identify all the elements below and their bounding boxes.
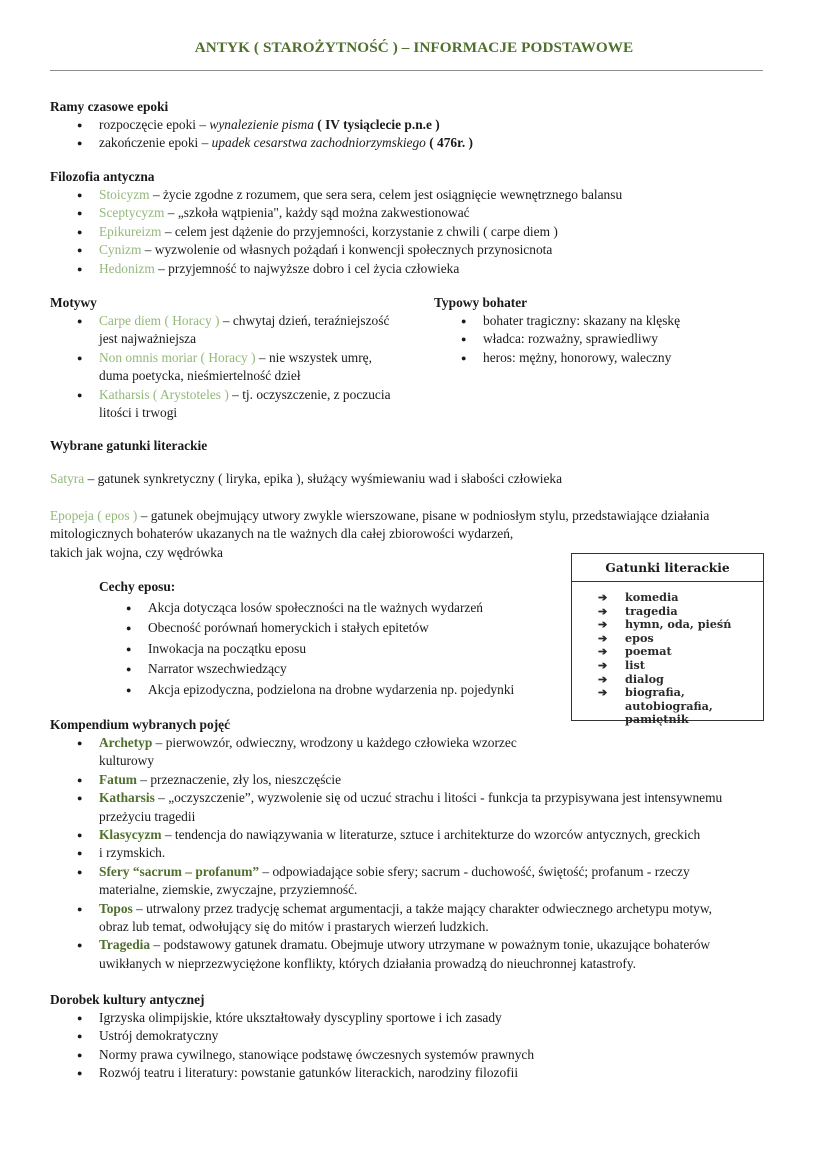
definition: – odpowiadające sobie sfery; sacrum - duchowość, świętość; profanum - rzeczy [259,863,690,879]
definition-continuation: uwikłanych w nieprzezwyciężone konflikty, których działania prowadzą do nieuchronnej katastrofy. [99,955,637,971]
term: Non omnis moriar ( Horacy ) [99,349,256,365]
definition-continuation: przeżyciu tragedii [99,808,196,824]
section-heading: Typowy bohater [434,295,528,310]
term: Katharsis [99,790,155,806]
term: Epikureizm [99,223,162,239]
term: Carpe diem ( Horacy ) [99,313,220,328]
list-item [50,789,780,826]
list-item [50,349,395,386]
list-item: ● Obecność porównań homeryckich i stałych epitetów [99,618,559,638]
item-italic: upadek cesarstwa zachodniorzymskiego [211,135,426,151]
kompendium-list [50,734,780,973]
definition: – życie zgodne z rozumem, que sera sera, celem jest osiągnięcie wewnętrznego balansu [149,187,623,202]
definition: – tendencja do nawiązywania w literaturze, sztuce i architekturze do wzorców antycznych, greckich [161,827,701,843]
definition: – utrwalony przez tradycję schemat argumentacji, a także mający charakter odwiecznego archetypu motyw, [132,900,713,916]
section-heading: Filozofia antyczna [50,169,155,184]
arrow-right-icon: ➔ [598,671,608,686]
definition: – wyzwolenie od własnych pożądań i konwencji społecznych przynosicnota [141,242,553,258]
section-dorobek [50,991,770,1083]
list-item [50,386,395,423]
definition-continuation: materialne, ziemskie, zwyczajne, przyziemność. [99,882,358,898]
page-title: ANTYK ( STAROŻYTNOŚĆ ) – INFORMACJE PODSTAWOWE [194,39,634,56]
term: Tragedia [99,937,151,953]
list-item: ● Inwokacja na początku eposu [99,639,559,659]
box-list [572,582,763,727]
term: Fatum [99,771,137,787]
item-bold: ( IV tysiąclecie p.n.e ) [313,117,440,132]
item-lead: rozpoczęcie epoki – [99,117,210,132]
dorobek-list [50,1009,770,1083]
definition: – pierwowzór, odwieczny, wrodzony u każdego człowieka wzorzec [152,735,517,750]
section-bohater [434,294,774,367]
definition: – „szkoła wątpienia", każdy sąd można zakwestionować [164,205,470,221]
term: Cynizm [99,242,142,258]
section-heading: Cechy eposu: [99,579,176,594]
satyra-paragraph [50,470,780,488]
list-item [572,618,763,632]
list-item: ● bohater tragiczny: skazany na klęskę [434,312,774,330]
definition: – podstawowy gatunek dramatu. Obejmuje utwory utrzymane w poważnym tonie, ukazujące bohaterów [150,937,711,953]
arrow-right-icon: ➔ [598,603,608,618]
item-bold: ( 476r. ) [425,135,473,151]
term: Hedonizm [99,260,155,276]
motywy-list [50,312,395,422]
section-heading: Motywy [50,295,97,310]
list-item [572,659,763,673]
list-item [572,591,763,605]
definition: – „oczyszczenie”, wyzwolenie się od uczuć strachu i litości - funkcja ta przypisywana jest intensywnemu [154,790,723,806]
list-item: ● Ustrój demokratyczny [50,1027,770,1045]
section-ramy [50,98,770,153]
list-item: ● Igrzyska olimpijskie, które ukształtowały dyscypliny sportowe i ich zasady [50,1009,770,1027]
list-item: ● Rozwój teatru i literatury: powstanie gatunków literackich, narodziny filozofii [50,1064,770,1082]
item-label: epos [625,630,654,645]
term: Sceptycyzm [99,205,165,221]
section-cechy-eposu [99,578,559,700]
list-item [572,605,763,619]
term: Klasycyzm [99,827,162,843]
list-item [50,312,395,349]
section-motywy [50,294,395,422]
ramy-list [50,116,770,153]
list-item [572,632,763,646]
definition: – gatunek synkretyczny ( liryka, epika ), służący wyśmiewaniu wad i słabości człowieka [84,471,563,486]
section-kompendium [50,716,780,973]
list-item [50,734,780,771]
list-item [50,936,780,973]
list-item [50,116,770,134]
list-item [50,863,780,900]
list-item [50,134,770,152]
section-heading: Kompendium wybranych pojęć [50,717,231,732]
section-heading: Wybrane gatunki literackie [50,438,208,453]
filozofia-list [50,186,770,278]
epopeja-line: mitologicznych bohaterów ukazanych na tle ważnych dla całej zbiorowości wydarzeń, [50,526,514,542]
item-label: komedia [625,590,679,604]
arrow-right-icon: ➔ [598,644,608,659]
list-item-continuation: pamiętnik [625,712,689,727]
definition-continuation: kulturowy [99,753,155,769]
arrow-right-icon: ➔ [598,590,608,604]
term: Topos [99,900,133,916]
gatunki-box [571,553,764,727]
item-label: dialog [625,671,664,686]
list-item [572,673,763,687]
item-lead: zakończenie epoki – [99,135,212,151]
definition: i rzymskich. [99,845,166,861]
list-item: ● heros: mężny, honorowy, waleczny [434,349,774,367]
term: Katharsis ( Arystoteles ) [99,386,229,402]
definition: – nie wszystek umrę, duma poetycka, nieśmiertelność dzieł [99,349,372,384]
section-filozofia [50,168,770,278]
list-item [50,204,770,222]
list-item [50,260,770,278]
item-label: list [625,657,645,672]
definition: – tj. oczyszczenie, z poczucia litości i trwogi [99,386,391,421]
list-item [572,645,763,659]
item-label: hymn, oda, pieśń [625,617,732,632]
term: Stoicyzm [99,187,150,202]
list-item: ● Normy prawa cywilnego, stanowiące podstawę ówczesnych systemów prawnych [50,1046,770,1064]
list-item [50,900,780,937]
term: Sfery “sacrum – profanum” [99,863,260,879]
list-item [50,844,780,862]
definition-continuation: obraz lub temat, odwołujący się do mitów i prastarych wierzeń ludzkich. [99,919,489,935]
item-italic: wynalezienie pisma [209,117,314,132]
definition: – celem jest dążenie do przyjemności, korzystanie z chwili ( carpe diem ) [161,223,558,239]
arrow-right-icon: ➔ [598,685,608,700]
bohater-list [434,312,774,367]
list-item [572,686,763,713]
term: Archetyp [99,735,153,750]
epopeja-line: takich jak wojna, czy wędrówka [50,544,223,560]
list-item [50,186,770,204]
list-item [50,241,770,259]
list-item [50,771,780,789]
term: Satyra [50,471,85,486]
title-divider [50,70,763,71]
list-item [50,223,770,241]
box-heading: Gatunki literackie [572,554,763,582]
epopeja-line [50,507,790,525]
definition: – chwytaj dzień, teraźniejszość jest najważniejsza [99,313,390,347]
list-item: ● Akcja dotycząca losów społeczności na tle ważnych wydarzeń [99,598,559,618]
item-label: poemat [625,644,672,659]
arrow-right-icon: ➔ [598,657,608,672]
list-item [50,826,780,844]
arrow-right-icon: ➔ [598,617,608,632]
list-item: ● Akcja epizodyczna, podzielona na drobne wydarzenia np. pojedynki [99,680,559,700]
item-label: tragedia [625,603,678,618]
section-heading: Dorobek kultury antycznej [50,992,205,1007]
list-item: ● Narrator wszechwiedzący [99,659,559,679]
arrow-right-icon: ➔ [598,630,608,645]
cechy-list [99,598,559,700]
term: Epopeja ( epos ) [50,508,138,523]
item-label: biografia, autobiografia, [625,685,713,713]
section-heading: Ramy czasowe epoki [50,99,169,114]
definition: – gatunek obejmujący utwory zwykle wierszowane, pisane w podniosłym stylu, przedstawiające działania [137,508,710,523]
definition: – przyjemność to najwyższe dobro i cel życia człowieka [154,260,460,276]
definition: – przeznaczenie, zły los, nieszczęście [136,771,342,787]
list-item: ● władca: rozważny, sprawiedliwy [434,330,774,348]
